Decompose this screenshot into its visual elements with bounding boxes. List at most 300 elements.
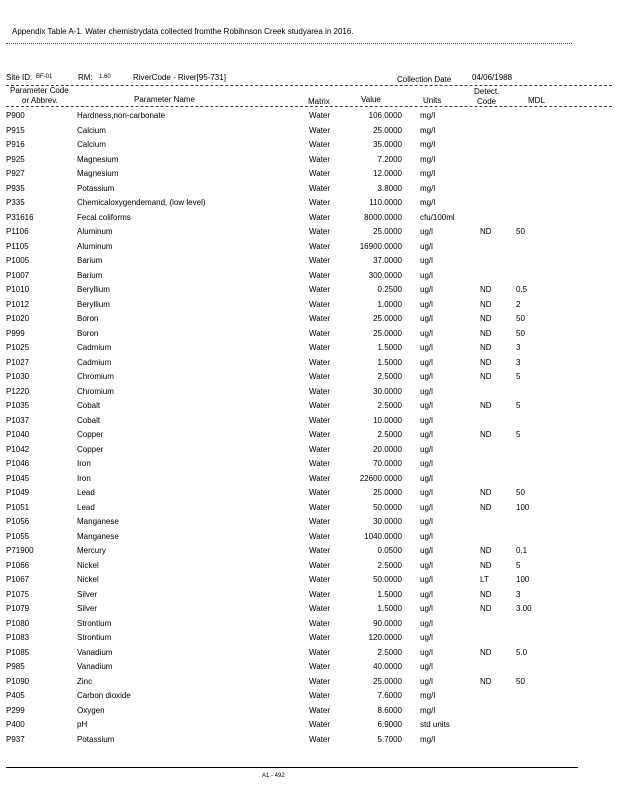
table-row (0, 735, 618, 750)
table-row (0, 271, 618, 286)
cell-matrix: Water (309, 357, 331, 367)
table-row (0, 329, 618, 344)
header-top-divider (6, 85, 612, 86)
cell-value: 110.0000 (369, 198, 402, 207)
page-number: A1 - 492 (262, 773, 285, 779)
cell-detect-code: ND (480, 589, 492, 599)
cell-param-code: P1030 (6, 372, 30, 381)
cell-matrix: Water (309, 256, 331, 265)
cell-matrix: Water (309, 314, 331, 323)
table-row (0, 517, 618, 532)
cell-mdl: 2 (516, 299, 521, 309)
cell-units: ug/l (420, 343, 433, 352)
cell-value: 2.5000 (377, 560, 402, 570)
cell-matrix: Water (309, 546, 331, 555)
cell-matrix: Water (309, 125, 331, 135)
cell-param-name: Aluminum (77, 227, 113, 236)
cell-units: mg/l (420, 183, 436, 193)
cell-param-name: Chromium (77, 386, 114, 396)
cell-param-name: Cobalt (77, 415, 101, 425)
cell-param-name: Boron (77, 328, 99, 338)
rm-label: RM: (78, 73, 93, 82)
cell-param-name: Hardness,non-carbonate (77, 111, 166, 120)
cell-value: 35.0000 (373, 140, 402, 149)
cell-param-code: P1220 (6, 386, 30, 396)
cell-units: ug/l (420, 415, 433, 425)
cell-matrix: Water (309, 531, 331, 541)
table-row (0, 706, 618, 721)
cell-mdl: 3 (516, 343, 521, 352)
cell-value: 25.0000 (373, 676, 402, 686)
cell-param-name: Chromium (77, 372, 114, 381)
cell-value: 50.0000 (373, 575, 402, 584)
cell-value: 300.0000 (368, 270, 402, 280)
cell-matrix: Water (309, 444, 331, 454)
header-matrix: Matrix (308, 97, 330, 106)
table-row (0, 648, 618, 663)
cell-param-name: Strontium (77, 618, 112, 628)
cell-units: ug/l (420, 386, 433, 396)
cell-mdl: 100 (516, 502, 530, 512)
cell-matrix: Water (309, 198, 331, 207)
cell-param-code: P1012 (6, 299, 30, 309)
cell-matrix: Water (309, 488, 331, 497)
cell-matrix: Water (309, 241, 331, 251)
cell-param-name: Nickel (77, 560, 99, 570)
cell-units: cfu/100ml (420, 212, 455, 222)
cell-mdl: 50 (516, 227, 525, 236)
cell-units: mg/l (420, 691, 436, 700)
cell-param-name: Boron (77, 314, 99, 323)
cell-matrix: Water (309, 662, 331, 671)
cell-matrix: Water (309, 212, 331, 222)
table-row (0, 474, 618, 489)
cell-param-name: Zinc (77, 676, 93, 686)
cell-param-name: Potassium (77, 183, 115, 193)
header-detect-sub: Code (477, 97, 497, 106)
cell-units: ug/l (420, 459, 433, 468)
cell-units: ug/l (420, 444, 433, 454)
cell-matrix: Water (309, 299, 331, 309)
cell-matrix: Water (309, 647, 331, 657)
cell-param-code: P71900 (6, 546, 34, 555)
cell-matrix: Water (309, 502, 331, 512)
cell-param-code: P927 (6, 169, 25, 178)
cell-mdl: 50 (516, 314, 525, 323)
table-row (0, 213, 618, 228)
cell-param-name: Beryllium (77, 299, 110, 309)
table-row (0, 285, 618, 300)
cell-units: ug/l (420, 241, 433, 251)
cell-value: 0.2500 (377, 285, 402, 294)
cell-param-code: P1046 (6, 459, 30, 468)
cell-units: ug/l (420, 299, 433, 309)
cell-units: ug/l (420, 662, 433, 671)
cell-param-name: Vanadium (77, 647, 113, 657)
cell-detect-code: ND (480, 343, 492, 352)
cell-detect-code: ND (480, 502, 492, 512)
cell-matrix: Water (309, 575, 331, 584)
cell-matrix: Water (309, 372, 331, 381)
cell-param-name: Cadmium (77, 343, 112, 352)
cell-param-code: P937 (6, 734, 25, 744)
cell-param-code: P1051 (6, 502, 30, 512)
cell-units: ug/l (420, 575, 433, 584)
table-row (0, 445, 618, 460)
cell-matrix: Water (309, 618, 331, 628)
table-row (0, 387, 618, 402)
cell-param-code: P1067 (6, 575, 30, 584)
table-row (0, 691, 618, 706)
cell-param-name: Manganese (77, 517, 119, 526)
cell-detect-code: ND (480, 357, 492, 367)
cell-matrix: Water (309, 401, 331, 410)
cell-param-code: P999 (6, 328, 25, 338)
cell-param-name: Fecal coliforms (77, 212, 131, 222)
table-row (0, 590, 618, 605)
cell-matrix: Water (309, 517, 331, 526)
cell-value: 2.5000 (377, 372, 402, 381)
cell-value: 0.0500 (377, 546, 402, 555)
cell-value: 12.0000 (373, 169, 402, 178)
cell-param-code: P335 (6, 198, 25, 207)
cell-matrix: Water (309, 169, 331, 178)
cell-value: 1.5000 (377, 604, 402, 613)
cell-mdl: 50 (516, 488, 525, 497)
table-row (0, 358, 618, 373)
table-row (0, 314, 618, 329)
cell-param-code: P1027 (6, 357, 30, 367)
table-row (0, 372, 618, 387)
cell-matrix: Water (309, 154, 331, 164)
footer-rule (6, 767, 578, 768)
cell-param-name: Beryllium (77, 285, 110, 294)
cell-mdl: 5 (516, 560, 521, 570)
cell-value: 25.0000 (373, 488, 402, 497)
cell-value: 1.0000 (377, 299, 402, 309)
cell-param-name: Nickel (77, 575, 99, 584)
cell-mdl: 3 (516, 589, 521, 599)
table-row (0, 619, 618, 634)
cell-value: 90.0000 (373, 618, 402, 628)
cell-value: 10.0000 (373, 415, 402, 425)
cell-value: 50.0000 (373, 502, 402, 512)
site-id-value: BF-01 (36, 74, 53, 80)
table-row (0, 633, 618, 648)
cell-param-code: P1105 (6, 241, 29, 251)
cell-value: 25.0000 (373, 328, 402, 338)
cell-units: ug/l (420, 227, 433, 236)
cell-units: ug/l (420, 618, 433, 628)
cell-param-name: Chemicaloxygendemand, (low level) (77, 198, 206, 207)
cell-units: mg/l (420, 169, 436, 178)
cell-param-name: Lead (77, 502, 95, 512)
cell-units: ug/l (420, 560, 433, 570)
cell-value: 2.5000 (377, 430, 402, 439)
cell-mdl: 5 (516, 372, 521, 381)
cell-units: ug/l (420, 473, 433, 483)
table-row (0, 169, 618, 184)
cell-param-code: P1075 (6, 589, 30, 599)
title-divider (6, 43, 572, 44)
table-row (0, 532, 618, 547)
cell-mdl: 5.0 (516, 647, 528, 657)
cell-matrix: Water (309, 140, 331, 149)
cell-units: ug/l (420, 517, 433, 526)
cell-value: 25.0000 (373, 125, 402, 135)
cell-detect-code: ND (480, 314, 492, 323)
cell-param-code: P1106 (6, 227, 29, 236)
cell-matrix: Water (309, 183, 331, 193)
table-row (0, 561, 618, 576)
cell-units: ug/l (420, 604, 433, 613)
cell-param-name: Iron (77, 473, 91, 483)
cell-param-name: Lead (77, 488, 95, 497)
cell-param-code: P1042 (6, 444, 30, 454)
cell-param-name: Manganese (77, 531, 119, 541)
cell-param-name: Silver (77, 589, 98, 599)
cell-param-name: Potassium (77, 734, 115, 744)
table-row (0, 546, 618, 561)
cell-matrix: Water (309, 589, 331, 599)
cell-mdl: 5 (516, 430, 521, 439)
table-row (0, 111, 618, 126)
cell-value: 1.5000 (377, 589, 402, 599)
table-row (0, 242, 618, 257)
cell-value: 2.5000 (377, 647, 402, 657)
cell-param-code: P1020 (6, 314, 30, 323)
cell-param-code: P915 (6, 125, 25, 135)
table-row (0, 662, 618, 677)
cell-matrix: Water (309, 560, 331, 570)
cell-units: ug/l (420, 372, 433, 381)
cell-param-name: Copper (77, 430, 104, 439)
table-row (0, 604, 618, 619)
cell-detect-code: ND (480, 560, 492, 570)
cell-param-code: P1049 (6, 488, 30, 497)
header-units: Units (423, 96, 442, 105)
cell-matrix: Water (309, 473, 331, 483)
cell-value: 3.8000 (377, 183, 402, 193)
cell-param-code: P1079 (6, 604, 30, 613)
cell-units: mg/l (420, 154, 436, 164)
cell-units: ug/l (420, 270, 433, 280)
cell-value: 22600.0000 (359, 473, 402, 483)
cell-param-code: P900 (6, 111, 25, 120)
table-row (0, 126, 618, 141)
cell-param-code: P31616 (6, 212, 34, 222)
cell-param-code: P1040 (6, 430, 30, 439)
cell-units: mg/l (420, 705, 436, 715)
cell-units: ug/l (420, 488, 433, 497)
cell-param-code: P299 (6, 705, 25, 715)
table-row (0, 416, 618, 431)
cell-param-name: Cadmium (77, 357, 112, 367)
header-mdl: MDL (528, 96, 545, 105)
cell-value: 37.0000 (373, 256, 402, 265)
cell-param-name: Cobalt (77, 401, 101, 410)
cell-mdl: 5 (516, 401, 521, 410)
cell-mdl: 100 (516, 575, 530, 584)
cell-matrix: Water (309, 415, 331, 425)
cell-detect-code: ND (480, 546, 492, 555)
cell-param-name: Calcium (77, 125, 106, 135)
cell-units: ug/l (420, 647, 433, 657)
cell-param-code: P1045 (6, 473, 30, 483)
cell-param-name: Iron (77, 459, 91, 468)
table-row (0, 488, 618, 503)
table-row (0, 677, 618, 692)
cell-matrix: Water (309, 604, 331, 613)
cell-units: ug/l (420, 633, 433, 642)
cell-param-code: P1037 (6, 415, 30, 425)
cell-param-code: P1010 (6, 285, 30, 294)
cell-matrix: Water (309, 705, 331, 715)
cell-param-name: Magnesium (77, 154, 119, 164)
cell-units: ug/l (420, 546, 433, 555)
cell-units: std units (420, 720, 450, 729)
cell-matrix: Water (309, 386, 331, 396)
table-row (0, 575, 618, 590)
cell-matrix: Water (309, 328, 331, 338)
cell-detect-code: ND (480, 430, 492, 439)
cell-units: ug/l (420, 401, 433, 410)
cell-param-name: Aluminum (77, 241, 113, 251)
rm-value: 1.60 (99, 74, 111, 80)
cell-matrix: Water (309, 111, 331, 120)
table-row (0, 198, 618, 213)
cell-param-code: P935 (6, 183, 25, 193)
table-row (0, 503, 618, 518)
cell-value: 1.5000 (377, 357, 402, 367)
cell-detect-code: ND (480, 372, 492, 381)
cell-units: ug/l (420, 589, 433, 599)
cell-matrix: Water (309, 734, 331, 744)
cell-units: ug/l (420, 502, 433, 512)
cell-detect-code: ND (480, 488, 492, 497)
cell-param-name: pH (77, 720, 88, 729)
cell-param-code: P400 (6, 720, 25, 729)
table-row (0, 155, 618, 170)
cell-detect-code: LT (480, 575, 489, 584)
cell-value: 6.9000 (377, 720, 402, 729)
cell-matrix: Water (309, 270, 331, 280)
cell-param-name: Oxygen (77, 705, 105, 715)
cell-param-code: P1035 (6, 401, 30, 410)
cell-matrix: Water (309, 720, 331, 729)
cell-units: mg/l (420, 198, 436, 207)
cell-value: 1.5000 (377, 343, 402, 352)
cell-units: mg/l (420, 111, 436, 120)
cell-value: 8000.0000 (364, 212, 402, 222)
cell-param-name: Calcium (77, 140, 106, 149)
cell-param-code: P985 (6, 662, 25, 671)
cell-value: 7.6000 (377, 691, 402, 700)
cell-units: ug/l (420, 357, 433, 367)
header-param-name: Parameter Name (134, 95, 195, 104)
cell-mdl: 0.5 (516, 285, 528, 294)
document-title: Appendix Table A-1. Water chemistrydata collected fromthe Robihnson Creek studyarea in 2016. (12, 27, 354, 36)
cell-param-name: Barium (77, 270, 103, 280)
cell-param-name: Magnesium (77, 169, 119, 178)
cell-value: 8.6000 (377, 705, 402, 715)
cell-detect-code: ND (480, 299, 492, 309)
cell-detect-code: ND (480, 328, 492, 338)
cell-value: 20.0000 (373, 444, 402, 454)
cell-units: ug/l (420, 531, 433, 541)
cell-param-name: Carbon dioxide (77, 691, 131, 700)
header-value: Value (361, 95, 381, 104)
cell-param-code: P1056 (6, 517, 30, 526)
cell-units: ug/l (420, 676, 433, 686)
table-row (0, 140, 618, 155)
table-row (0, 184, 618, 199)
cell-value: 2.5000 (377, 401, 402, 410)
cell-detect-code: ND (480, 285, 492, 294)
cell-mdl: 50 (516, 328, 525, 338)
cell-param-code: P916 (6, 140, 25, 149)
cell-matrix: Water (309, 459, 331, 468)
cell-matrix: Water (309, 285, 331, 294)
cell-units: ug/l (420, 256, 433, 265)
cell-value: 5.7000 (377, 734, 402, 744)
cell-param-name: Vanadium (77, 662, 113, 671)
table-row (0, 459, 618, 474)
cell-units: mg/l (420, 140, 436, 149)
header-param-code: Parameter Code (10, 86, 69, 95)
table-row (0, 227, 618, 242)
cell-units: mg/l (420, 734, 436, 744)
cell-mdl: 0.1 (516, 546, 528, 555)
cell-units: ug/l (420, 314, 433, 323)
cell-detect-code: ND (480, 227, 492, 236)
cell-param-code: P1025 (6, 343, 30, 352)
cell-mdl: 3 (516, 357, 521, 367)
cell-value: 40.0000 (373, 662, 402, 671)
cell-value: 70.0000 (373, 459, 402, 468)
table-row (0, 720, 618, 735)
header-bottom-divider (6, 106, 612, 107)
river-code: RiverCode - River[95-731] (133, 73, 226, 82)
cell-param-code: P1005 (6, 256, 30, 265)
cell-value: 25.0000 (373, 227, 402, 236)
cell-value: 30.0000 (373, 386, 402, 396)
cell-param-code: P1007 (6, 270, 30, 280)
cell-matrix: Water (309, 676, 331, 686)
cell-param-code: P405 (6, 691, 25, 700)
site-id-label: Site ID: (6, 73, 33, 82)
cell-param-code: P1055 (6, 531, 30, 541)
cell-units: ug/l (420, 285, 433, 294)
cell-param-code: P1090 (6, 676, 30, 686)
cell-detect-code: ND (480, 401, 492, 410)
cell-detect-code: ND (480, 604, 492, 613)
cell-value: 120.0000 (368, 633, 402, 642)
collection-date-value: 04/06/1988 (472, 73, 513, 82)
cell-param-name: Copper (77, 444, 104, 454)
table-row (0, 256, 618, 271)
cell-value: 1040.0000 (364, 531, 402, 541)
cell-param-name: Barium (77, 256, 103, 265)
cell-mdl: 3.00 (516, 604, 532, 613)
header-detect: Detect. (474, 87, 500, 96)
cell-value: 16900.0000 (359, 241, 402, 251)
table-row (0, 430, 618, 445)
cell-units: ug/l (420, 328, 433, 338)
cell-matrix: Water (309, 227, 331, 236)
cell-param-code: P1080 (6, 618, 30, 628)
cell-value: 30.0000 (373, 517, 402, 526)
